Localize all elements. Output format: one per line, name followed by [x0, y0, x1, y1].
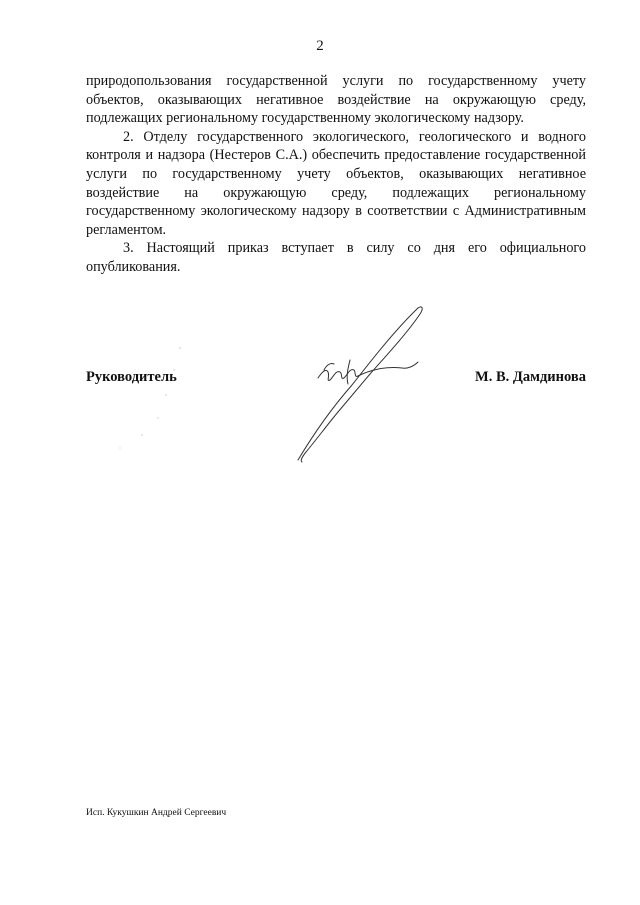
paragraph-3: 3. Настоящий приказ вступает в силу со дня его официального опубликования. — [86, 240, 586, 275]
paragraph-1: природопользования государственной услуги по государственному учету объектов, оказывающих негативное воздействие на окружающую среду, подлежащих региональному государственному экологическому надзору. — [86, 73, 586, 127]
handwritten-signature — [290, 300, 440, 475]
executor-note: Исп. Кукушкин Андрей Сергеевич — [86, 808, 227, 818]
page-number: 2 — [316, 38, 324, 54]
paragraph-2: 2. Отделу государственного экологического, геологического и водного контроля и надзора (Нестеров С.А.) обеспечить предоставление государственной услуги по государственному учету объектов, оказывающих негативное воздействие на окружающую среду, подлежащих региональному государственному экологическому надзору в соответствии с Административным регламентом. — [86, 128, 586, 238]
signatory-name: М. В. Дамдинова — [475, 369, 586, 385]
scan-noise — [80, 340, 210, 460]
signatory-title: Руководитель — [86, 369, 177, 385]
document-body — [86, 72, 586, 277]
